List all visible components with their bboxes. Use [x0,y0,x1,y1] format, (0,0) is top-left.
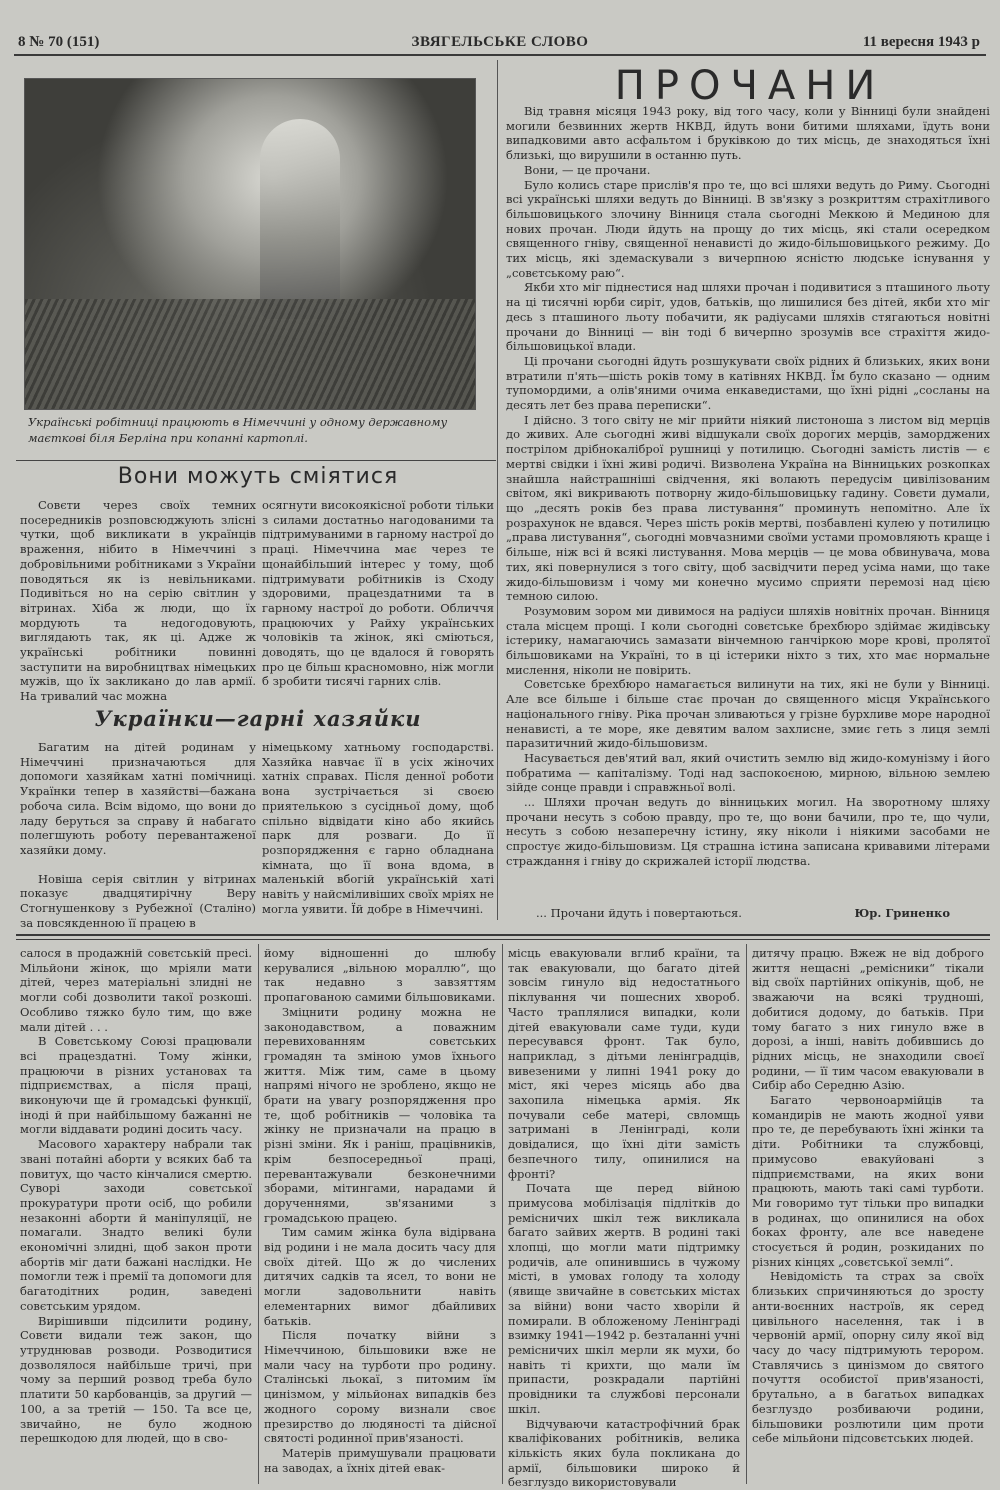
bottom-paragraph: Почата ще перед війною примусова мобілізація підлітків до ремісничих шкіл теж викликала багато зайвих жертв. В родині такі хлопці, що могли мати підтримку родичів, але опинившись в чужому місті, в умовах голоду та холоду (явище звичайне в совєтських містах за війни) вони часто хворіли й помирали. В обложеному Ленінграді взимку 1941—1942 р. безталанні учні ремісничих шкіл мерли як мухи, бо навіть ті крихти, що мали їм припасти, розкрадали партійні провідники та службові персонали шкіл. [508,1181,740,1416]
bottom-column-divider [746,944,747,1484]
newspaper-title: ЗВЯГЕЛЬСЬКЕ СЛОВО [411,34,589,50]
bottom-column-divider [258,944,259,1484]
article-title-prochany: ПРОЧАНИ [614,63,886,109]
article-title-ukrainian-housekeepers: Українки—гарні хазяйки [94,706,422,731]
bottom-column-1 [20,946,252,1446]
bottom-column-divider [502,944,503,1484]
bottom-paragraph: Вирішивши підсилити родину, Совєти видали теж закон, що утруднював розводи. Розводитися дозволялося найбільше тричі, при чому за перший розвод треба було платити 50 карбованців, за другий — 100, а за третій — 150. Та все це, звичайно, не було жодною перешкодою для людей, що в сво- [20,1313,252,1446]
column-divider [497,60,498,920]
prochany-paragraph: Ці прочани сьогодні йдуть розшукувати своїх рідних й близьких, яких вони втратили п'ять—шість років тому в катівнях НКВД. Їм було сказано — одним тупомордими, а олів'яними очима енкаведистами, що їхні рідні „сосланы на десять лет без права переписки“. [506,353,990,413]
middle-rule-thin [16,939,990,940]
bottom-paragraph: салося в продажній совєтській пресі. Мільйони жінок, що мріяли мати дітей, через матеріальні злидні не могли собі дозволити такої розкоші. Особливо тяжко було тим, що вже мали дітей . . . [20,946,252,1034]
prochany-paragraph: Якби хто міг піднестися над шляхи прочан і подивитися з пташиного льоту на ці тисячні юрби сиріт, удов, батьків, що лишилися без дітей, якби хто міг десь з пташиного льоту побачити, як радіусами шляхів стягаються новітні прочани до Вінниці — він тоді б вичерпно зрозумів все страхіття жидо-більшовицької влади. [506,280,990,354]
middle-rule [16,934,990,936]
prochany-body [506,104,990,869]
article2-paragraph-2: Новіша серія світлин у вітринах показує двадцятирічну Веру Стогнушенкову з Рубежної (Сталіно) за повсякденною її працею в [20,871,256,930]
bottom-paragraph: В Совєтському Союзі працювали всі працездатні. Тому жінки, працюючи в різних установах та підприємствах, а після праці, виконуючи ще й громадські функції, іноді й при найбільшому бажанні не могли віддавати родині досить часу. [20,1034,252,1137]
prochany-paragraph: Насувається дев'ятий вал, який очистить землю від жидо-комунізму і його побратима — капіталізму. Тоді над заспокоєною, мирною, вільною землею зійде сонце правди і справжньої волі. [506,750,990,795]
bottom-paragraph: місць евакуювали вглиб країни, та так евакуювали, що багато дітей зовсім гинуло від недостатнього піклування чи пошесних хвороб. Часто траплялися випадки, коли дітей евакуювали саме туди, куди пересувався фронт. Так було, наприклад, з дітьми ленінградців, вивезеними у липні 1941 року до міст, які через місяць або два захопила німецька армія. Як почували себе матері, свломщь затримані в Ленінграді, коли довідалися, що їхні діти замість безпечного тилу, опинилися на фронті? [508,946,740,1181]
bottom-paragraph: Після початку війни з Німеччиною, більшовики вже не мали часу на турботи про родину. Сталінські льокаї, з питомим їм цинізмом, у мільйонах випадків без жодного сорому визнали своє презирство до людяності та дійсної святості родинної прив'язаності. [264,1328,496,1446]
masthead [10,30,990,52]
page-issue-number: 8 № 70 (151) [18,34,100,50]
prochany-ending: ... Прочани йдуть і повертаються. [536,906,742,920]
photo-figure [260,119,340,319]
prochany-paragraph: Від травня місяця 1943 року, від того часу, коли у Вінниці були знайдені могили безвинних жертв НКВД, йдуть вони битими шляхами, їдуть вони випадковими авто асфальтом і бруківкою до тих місць, де знаходяться їхні близькі, що вирушили в останню путь. [506,104,990,163]
section-divider [16,460,496,461]
photo-ground [25,299,475,409]
bottom-column-4 [752,946,984,1446]
article-title-they-can-laugh: Вони можуть сміятися [117,464,399,489]
article1-column-2 [262,498,494,689]
article1-text-2: осягнути високоякісної роботи тільки з силами достатньо нагодованими та підтримуваними в гарному настрої до праці. Німеччина має через те щонайбільший інтерес у тому, щоб підтримувати робітників із Сходу здоровими, працездатними та в гарному настрої до роботи. Обличчя працюючих у Райху українських чоловіків та жінок, які сміються, доводять, що це вдалося й говорять про це більш красномовно, ніж могли б зробити тисячі гарних слів. [262,498,494,689]
prochany-paragraph: Було колись старе прислів'я про те, що всі шляхи ведуть до Риму. Сьогодні всі українські шляхи ведуть до Вінниці. В зв'язку з розкриттям страхітливого більшовицького злочину Вінниця стала сьогодні Меккою й Мединою для нових прочан. Люди йдуть на прощу до тих місць, які стали осередком священного гніву, священної ненависті до жидо-більшовицького режиму. До тих місць, які здемаскували з вичерпною ясністю людське існування у „совєтському раю“. [506,177,990,280]
bottom-paragraph: дитячу працю. Вжеж не від доброго життя нещасні „ремісники“ тікали від своїх партійних опікунів, щоб, не зважаючи на всякі трудноші, добитися додому, до батьків. При тому багато з них гинуло вже в дорозі, а інші, навіть добившись до рідних місць, не знаходили своєї родини, — її тим часом евакуювали в Сибір або Середню Азію. [752,946,984,1093]
prochany-paragraph: І дійсно. З того світу не міг прийти ніякий листоноша з листом від мерців до живих. Але сьогодні живі відшукали своїх дорогих мерців, заморджених пострілом дрібнокаліброї рушниці у потилицю. Сьогодні замість листів — є мертві свідки і їхні живі родичі. Визволена Україна на Вінницьких розкопках знайшла найстрашніші свідчення, які волають передусім цивілізованим світом, які викривають потворну жидо-більшовицьку гадину. Совєти думали, що „десять років без права листування“ проминуть непомітно. Але їх розрахунок не вдався. Через шість років мертві, позбавлені кулею у потилицю „права листування“, сьогодні мовчазними своїми устами промовляють краще і більше, ніж всі й всякі листування. Мова мерців — це мова обвинувача, мова тих, які повернулися з того світу, щоб засвідчити перед усіма нами, що таке жидо-більшовизм і чому ми конечно мусимо сприяти перемозі над цією темною силою. [506,412,990,604]
top-rule [14,54,986,56]
article1-text-1: Совєти через своїх темних посередників розповсюджують злісні чутки, щоб викликати в українців враження, нібито в Німеччині з добровільними робітниками з України поводяться як із невільниками. Подивіться но на серію світлин у вітринах. Хіба ж люди, що їх мордують та недогодовують, виглядають так, як ці. Адже ж українські робітники повинні заступити на виробництвах німецьких мужів, що їх закликано до лав армії. На тривалий час можна [20,498,256,704]
prochany-paragraph: Вони, — це прочани. [524,162,651,177]
bottom-paragraph: Матерів примушували працювати на заводах, а їхніх дітей евак- [264,1445,496,1475]
bottom-paragraph: Відчуваючи катастрофічний брак кваліфікованих робітників, велика кількість яких була покликана до армії, більшовики широко й безглуздо використовували [508,1416,740,1490]
bottom-paragraph: Тим самим жінка була відірвана від родини і не мала досить часу для своїх дітей. Що ж до числених дитячих садків та ясел, то вони не могли задовольнити навіть елементарних вимог дбайливих батьків. [264,1225,496,1328]
bottom-paragraph: йому відношенні до шлюбу керувалися „вільною мораллю“, що так недавно з завзяттям пропагованою самими більшовиками. [264,946,496,1005]
bottom-paragraph: Зміцнити родину можна не законодавством, а поважним перевихованням совєтських громадян та зміною умов їхнього життя. Між тим, саме в цьому напрямі нічого не зроблено, якщо не брати на увагу розпорядження про те, щоб робітників — чоловіка та жінку не призначали на працю в різні зміни. Як і раніш, працівників, крім безпосередньої праці, перевантажували безконечними зборами, мітингами, нарадами й дорученнями, зв'язаними з громадською працею. [264,1004,496,1225]
article2-column-1 [20,740,256,930]
bottom-paragraph: Масового характеру набрали так звані потайні аборти у всяких баб та повитух, що часто кінчалися смертю. Суворі заходи совєтської прокуратури проти осіб, що робили незаконні аборти й маніпуляції, не помагали. Знадто великі були економічні злидні, щоб закон проти абортів міг дати бажані наслідки. Не помогли теж і премії та допомоги для багатодітних родин, заведені совєтським урядом. [20,1137,252,1313]
article2-text-2: німецькому хатньому господарстві. Хазяйка навчає її в усіх жіночих хатніх справах. Після денної роботи вона зустрічається зі своєю приятелькою з сусідньої дому, щоб спільно відвідати кіно або якийсь парк для розваги. До її розпорядження є гарно обладнана кімната, що її вона вдома, в маленькій вбогій українській хаті навіть у найсміливіших своїх мріях не могла уявити. Їй добре в Німеччині. [262,740,494,916]
photo-women-digging-potatoes [24,78,476,410]
prochany-paragraph: Совєтське брехбюро намагається вилинути на тих, які не були у Вінниці. Але все більше і більше стає прочан до священного місця Українського національного гніву. Ріка прочан зливаються у грізне бурхливе море народної ненависті, а те море, яке девятим валом захлисне, змиє геть з лиця землі паразитичний жидо-більшовизм. [506,677,990,751]
prochany-paragraph: ... Шляхи прочан ведуть до вінницьких могил. На зворотному шляху прочани несуть з собою правду, про те, що вони бачили, про те, що чули, несуть з собою незаперечну істину, яку ніколи і ніякими засобами не спростує жидо-більшовизм. Ця страшна істина записана кривавими літерами страждання і гніву до скрижалей історії людства. [506,795,990,868]
bottom-paragraph: Невідомість та страх за своїх близьких спричиняються до зросту анти-воєнних настроїв, як серед цивільного населення, так і в червоній армії, опорну силу якої від часу до часу підтримують терором. Ставлячись з цинізмом до святого почуття особистої прив'язаності, брутально, а в багатьох випадках безглуздо розбиваючи родини, більшовики розлютили цим проти себе мільйони підсовєтських людей. [752,1269,984,1446]
bottom-column-2 [264,946,496,1475]
photo-caption: Українські робітниці працюють в Німеччині у одному державному маєткові біля Берліна при копанні картоплі. [28,415,448,445]
bottom-paragraph: Багато червоноармійців та командирів не мають жодної уяви про те, де перебувають їхні жінки та діти. Робітники та службовці, примусово евакуйовані з підприємствами, на яких вони працюють, мають такі самі турботи. Ми говоримо тут тільки про випадки в родинах, що опинилися на обох боках фронту, але все наведене стосується й родин, розкиданих по різних кінцях „совєтської землі“. [752,1093,984,1269]
issue-date: 11 вересня 1943 р [862,34,980,50]
bottom-column-3 [508,946,740,1490]
prochany-paragraph: Розумовим зором ми дивимося на радіуси шляхів новітніх прочан. Вінниця стала місцем прощі. І коли сьогодні совєтське брехбюро здіймає жидівську істерику, намагаючись замазати вінчемною ганчіркою море крові, пролятої більшовиками на Україні, то в ці істерики ніхто з тих, хто має нормальне мислення, ніколи не повірить. [506,603,990,677]
article2-paragraph-1: Багатим на дітей родинам у Німеччині призначаються для допомоги хазяйкам хатні помічниці. Українки тепер в хазяйстві—бажана робоча сила. Всім відомо, що вони до ладу беруться за справу й набагато полегшують роботу перевантаженої хазяйки дому. [20,740,256,857]
article2-column-2 [262,740,494,916]
author-signature: Юр. Гриненко [854,906,950,920]
article1-column-1 [20,498,256,704]
